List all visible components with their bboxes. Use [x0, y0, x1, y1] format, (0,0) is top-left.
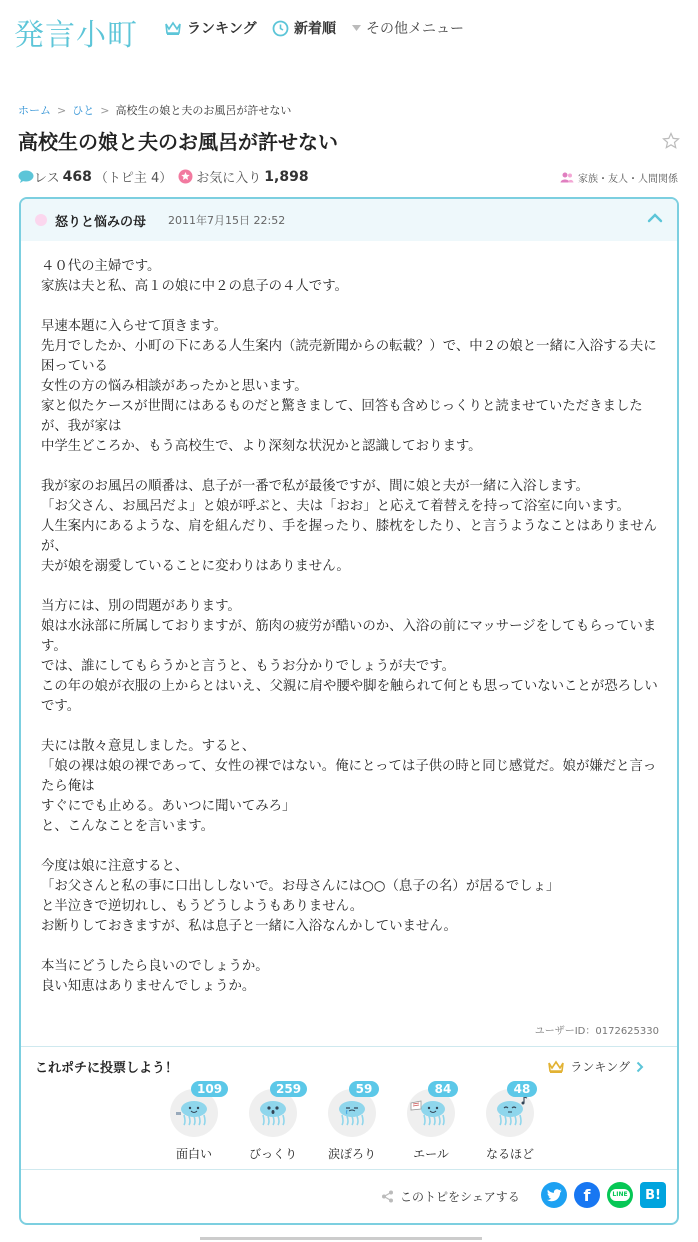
nav-new[interactable]	[272, 18, 336, 38]
reaction-count: 259	[270, 1081, 307, 1097]
breadcrumb	[18, 102, 291, 118]
breadcrumb-home[interactable]: ホーム	[18, 104, 51, 117]
fav-count: 1,898	[264, 168, 309, 185]
crown-icon	[547, 1059, 565, 1074]
facebook-icon: f	[583, 1185, 591, 1205]
post-paragraph: 当方には、別の問題があります。 娘は水泳部に所属しておりますが、筋肉の疲労が酷いのか、入浴の前にマッサージをしてもらっています。 では、誰にしてもらうかと言うと、もうお分かりでしょうが夫です。 この年の娘が衣服の上からとはいえ、父親に肩や腰や脚を触られて何とも思っていないことが恐ろしいです。	[41, 599, 658, 714]
logo-text-end: 町	[107, 18, 138, 53]
category-tag[interactable]	[560, 170, 678, 185]
line-icon: LINE	[610, 1189, 629, 1201]
res-label: レス	[34, 171, 60, 186]
breadcrumb-current: 高校生の娘と夫のお風呂が許せない	[115, 104, 292, 117]
favorite-star-icon[interactable]	[662, 132, 680, 154]
breadcrumb-separator: >	[57, 103, 67, 117]
site-logo[interactable]	[14, 10, 138, 54]
res-count: 468	[62, 168, 92, 185]
share-icon	[381, 1190, 394, 1203]
nav-ranking-label: ランキング	[187, 21, 257, 37]
hatena-icon: B!	[645, 1187, 661, 1203]
reaction-eru[interactable]	[406, 1082, 456, 1162]
crown-icon	[164, 20, 182, 36]
clock-icon	[272, 20, 289, 37]
post-header[interactable]	[21, 199, 677, 241]
reaction-count: 59	[349, 1081, 379, 1097]
twitter-share-button[interactable]	[541, 1182, 567, 1208]
topic-stats	[18, 167, 312, 186]
vote-section	[21, 1046, 677, 1161]
page-title: 高校生の娘と夫のお風呂が許せない	[18, 130, 338, 154]
breadcrumb-separator: >	[100, 103, 110, 117]
post-paragraph: 我が家のお風呂の順番は、息子が一番で私が最後ですが、間に娘と夫が一緒に入浴します。 「お父さん、お風呂だよ」と娘が呼ぶと、夫は「おお」と応えて着替えを持って浴室に向います。 人生案内にあるような、肩を組んだり、手を握ったり、膝枕をしたり、と言うようなことはありませんが、 夫が娘を溺愛していることに変わりはありません。	[41, 479, 657, 574]
speech-bubble-icon	[18, 170, 34, 183]
share-label-text: このトピをシェアする	[400, 1190, 520, 1204]
breadcrumb-hito[interactable]: ひと	[72, 104, 95, 117]
author-name: 怒りと悩みの母	[55, 214, 147, 230]
chevron-right-icon	[636, 1061, 644, 1073]
chevron-up-icon[interactable]	[647, 212, 663, 224]
post-paragraph: 今度は娘に注意すると、 「お父さんと私の事に口出ししないで。お母さんには○○（息子の名）が居るでしょ」 と半泣きで逆切れし、もうどうしようもありません。 お断りしておきますが、私は息子と一緒に入浴なんかしていません。	[41, 859, 560, 934]
facebook-share-button[interactable]	[574, 1182, 600, 1208]
category-label: 家族・友人・人間関係	[578, 174, 678, 185]
reaction-label: びっくり	[248, 1147, 297, 1161]
favorite-badge-icon	[178, 169, 193, 184]
scroll-indicator	[200, 1237, 482, 1240]
reaction-label: エール	[413, 1147, 449, 1161]
vote-title: これポチに投票しよう！	[35, 1061, 179, 1076]
post-paragraph: 本当にどうしたら良いのでしょうか。 良い知恵はありませんでしょうか。	[41, 959, 269, 994]
post-date: 2011年7月15日 22:52	[168, 214, 286, 227]
fav-label: お気に入り	[196, 171, 262, 186]
nav-new-label: 新着順	[294, 21, 336, 37]
ranking-link[interactable]	[547, 1058, 649, 1075]
post-paragraph: 夫には散々意見しました。すると、 「娘の裸は娘の裸であって、女性の裸ではない。俺にとっては子供の時と同じ感覚だ。娘が嫌だと言ったら俺は すぐにでも止める。あいつに聞いてみろ」 と、こんなことを言います。	[41, 739, 657, 834]
nav-ranking[interactable]	[164, 18, 257, 38]
triangle-down-icon	[352, 24, 361, 32]
reaction-bikkuri[interactable]	[248, 1082, 302, 1162]
post-body	[41, 257, 661, 997]
share-section	[21, 1169, 677, 1219]
user-id: ユーザーID：0172625330	[534, 1026, 659, 1037]
post-paragraph: 早速本題に入らせて頂きます。 先月でしたか、小町の下にある人生案内（読売新聞からの転載？）で、中２の娘と一緒に入浴する夫に困っている 女性の方の悩み相談があったかと思います。 家と似たケースが世間にはあるものだと驚きまして、回答も含めじっくりと読ませていただきましたが、我が家は 中学生どころか、もう高校生で、より深刻な状況かと認識しております。	[41, 319, 657, 454]
reaction-label: 面白い	[175, 1147, 212, 1161]
reaction-label: 涙ぽろり	[327, 1147, 376, 1161]
reaction-label: なるほど	[485, 1147, 534, 1161]
reaction-naruhodo[interactable]	[485, 1082, 535, 1162]
reaction-count: 84	[428, 1081, 458, 1097]
line-share-button[interactable]	[607, 1182, 633, 1208]
hatena-share-button[interactable]	[640, 1182, 666, 1208]
ranking-link-label: ランキング	[570, 1060, 630, 1074]
twitter-bird-icon	[547, 1189, 562, 1202]
reaction-count: 109	[191, 1081, 228, 1097]
reaction-namidaporori[interactable]	[327, 1082, 377, 1162]
people-icon	[560, 172, 574, 183]
reaction-omoshiroi[interactable]	[169, 1082, 223, 1162]
reaction-count: 48	[507, 1081, 537, 1097]
site-header	[0, 0, 698, 60]
nav-other-menu[interactable]	[352, 18, 464, 38]
post-card	[19, 197, 679, 1225]
topi-owner-count: （トピ主 4）	[94, 171, 173, 186]
share-label	[381, 1188, 520, 1205]
author-avatar	[35, 214, 47, 226]
nav-other-label: その他メニュー	[366, 21, 464, 37]
reaction-list	[169, 1082, 564, 1162]
post-paragraph: ４０代の主婦です。 家族は夫と私、高１の娘に中２の息子の４人です。	[41, 259, 348, 294]
logo-text: 発言小	[14, 18, 107, 53]
